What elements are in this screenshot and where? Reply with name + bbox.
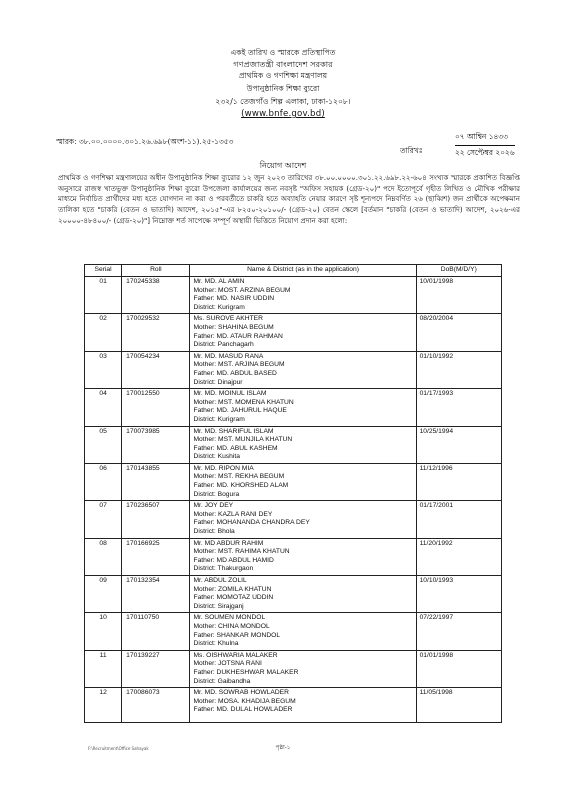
cell-roll: 170029532 xyxy=(122,314,190,351)
cell-roll: 170012550 xyxy=(122,389,190,426)
date-english: ২২ সেপ্টেম্বর ২০২৬ xyxy=(455,148,515,157)
cell-roll: 170073985 xyxy=(122,426,190,463)
cell-candidate xyxy=(190,650,416,687)
cell-serial: 01 xyxy=(85,277,122,314)
candidate-father: Father: MD. ABDUL BASED xyxy=(193,369,277,377)
cell-roll: 170132354 xyxy=(122,576,190,613)
candidate-name: Mr. MD ABDUR RAHIM xyxy=(193,539,264,547)
candidate-district: District: Sirajganj xyxy=(193,602,244,610)
table-row xyxy=(85,463,502,500)
cell-candidate xyxy=(190,613,416,650)
cell-roll: 170166925 xyxy=(122,538,190,575)
cell-candidate xyxy=(190,351,416,388)
header-government: গণপ্রজাতন্ত্রী বাংলাদেশ সরকার xyxy=(233,59,333,69)
candidate-district: District: Bhola xyxy=(193,528,235,536)
appointee-table xyxy=(84,264,502,723)
cell-serial: 09 xyxy=(85,576,122,613)
cell-roll: 170236507 xyxy=(122,501,190,538)
candidate-father: Father: SHANKAR MONDOL xyxy=(193,631,281,639)
candidate-name: Mr. ABDUL ZOLIL xyxy=(193,577,247,584)
candidate-father: Father: MD ABDUL HAMID xyxy=(193,556,274,564)
cell-dob: 10/01/1998 xyxy=(416,277,501,314)
table-row xyxy=(85,351,502,388)
date-bangla: ০৭ আশ্বিন ১৪৩৩ xyxy=(455,130,515,146)
table-row xyxy=(85,538,502,575)
candidate-district: District: Kurigram xyxy=(193,303,245,311)
table-header-row xyxy=(85,265,502,277)
cell-serial: 12 xyxy=(85,688,122,722)
cell-dob: 08/20/2004 xyxy=(416,314,501,351)
cell-serial: 04 xyxy=(85,389,122,426)
cell-dob: 11/05/1998 xyxy=(416,688,501,722)
cell-roll: 170245338 xyxy=(122,277,190,314)
candidate-name: Mr. JOY DEY xyxy=(193,502,234,510)
candidate-father: Father: MD. KHORSHED ALAM xyxy=(193,482,289,490)
candidate-father: Father: MD. ATAUR RAHMAN xyxy=(193,332,283,340)
candidate-father: Father: DUKHESHWAR MALAKER xyxy=(193,668,299,676)
candidate-district: District: Thakurgaon xyxy=(193,565,254,573)
candidate-district: District: Panchagarh xyxy=(193,341,254,349)
cell-dob: 01/17/1993 xyxy=(416,389,501,426)
cell-candidate xyxy=(190,277,416,314)
cell-serial: 08 xyxy=(85,538,122,575)
candidate-father: Father: MD. NASIR UDDIN xyxy=(193,295,275,303)
cell-candidate xyxy=(190,389,416,426)
cell-roll: 170143855 xyxy=(122,463,190,500)
cell-serial: 11 xyxy=(85,650,122,687)
candidate-name: Mr. MD. SHARIFUL ISLAM xyxy=(193,427,274,435)
candidate-name: Mr. MD. RIPON MIA xyxy=(193,464,254,472)
candidate-father: Father: MD. DULAL HOWLADER xyxy=(193,706,293,714)
candidate-mother: Mother: MST. ARJINA BEGUM xyxy=(193,361,285,369)
order-title: নিয়োগ আদেশ xyxy=(259,161,307,170)
header-dob: DoB(M/D/Y) xyxy=(416,265,501,277)
candidate-district: District: Gaibandha xyxy=(193,677,251,685)
cell-dob: 07/22/1997 xyxy=(416,613,501,650)
candidate-name: Ms. OISHWARIA MALAKER xyxy=(193,651,278,659)
candidate-mother: Mother: MST. RAHIMA KHATUN xyxy=(193,548,290,556)
cell-roll: 170054234 xyxy=(122,351,190,388)
cell-candidate xyxy=(190,501,416,538)
header-bureau: উপানুষ্ঠানিক শিক্ষা ব্যুরো xyxy=(246,84,320,93)
table-row xyxy=(85,650,502,687)
candidate-mother: Mother: MOSA. KHADIJA BEGUM xyxy=(193,697,296,705)
candidate-mother: Mother: MST. MUNJILA KHATUN xyxy=(193,436,293,444)
table-row xyxy=(85,389,502,426)
cell-dob: 11/12/1996 xyxy=(416,463,501,500)
date-label: তারিখঃ xyxy=(400,146,423,155)
cell-roll: 170110750 xyxy=(122,613,190,650)
candidate-mother: Mother: CHINA MONDOL xyxy=(193,622,270,630)
cell-serial: 03 xyxy=(85,351,122,388)
candidate-name: Mr. SOUMEN MONDOL xyxy=(193,614,266,622)
cell-dob: 01/10/1992 xyxy=(416,351,501,388)
cell-serial: 02 xyxy=(85,314,122,351)
candidate-mother: Mother: KAZLA RANI DEY xyxy=(193,510,273,518)
table-row xyxy=(85,426,502,463)
cell-candidate xyxy=(190,426,416,463)
table-row xyxy=(85,613,502,650)
header-name-district: Name & District (as in the application) xyxy=(190,265,416,277)
cell-candidate xyxy=(190,576,416,613)
candidate-name: Ms. SUROVE AKHTER xyxy=(193,315,263,323)
cell-serial: 06 xyxy=(85,463,122,500)
cell-candidate xyxy=(190,463,416,500)
cell-dob: 01/17/2001 xyxy=(416,501,501,538)
table-row xyxy=(85,314,502,351)
header-reference-note: একই তারিখ ও স্মারকে প্রতিস্থাপিত xyxy=(230,48,336,57)
table-row xyxy=(85,501,502,538)
candidate-district: District: Dinajpur xyxy=(193,378,243,386)
cell-dob: 11/20/1992 xyxy=(416,538,501,575)
header-ministry: প্রাথমিক ও গণশিক্ষা মন্ত্রণালয় xyxy=(238,71,328,80)
header-website: (www.bnfe.gov.bd) xyxy=(241,109,325,119)
candidate-district: District: Kushita xyxy=(193,453,240,461)
order-body-text: প্রাথমিক ও গণশিক্ষা মন্ত্রণালয়ের অধীন উপানুষ্ঠানিক শিক্ষা ব্যুরোর ১২ জুন ২০২৩ তারিখের ৩৮.০০.০০০০.৩০১.২২.৬৯৮.২২-৬০৪ সংখ্যক স্মারকে প্রকাশিত বিজ্ঞপ্তি অনুসারে রাজস্ব খাতভুক্ত উপানুষ্ঠানিক শিক্ষা ব্যুরো উপজেলা কার্যালয়ের জন্য নবসৃষ্ট "অফিস সহায়ক (গ্রেড-২০)" পদে ইতোপূর্বে গৃহীত লিখিত ও মৌখিক পরীক্ষার মাধ্যমে নির্বাচিত প্রার্থীদের মধ্য হতে যোগদান না করা ও পরবর্তীতে চাকরি হতে অব্যাহতি নেয়ার কারণে সৃষ্ট শূন্যপদে নিম্নবর্ণিত ২৬ (ছাব্বিশ) জন প্রার্থীকে অপেক্ষমান তালিকা হতে "চাকরি (বেতন ও ভাতাদি) আদেশ, ২০১৫"-এর ৮২৫০-২০১০০/- (গ্রেড-২০) বেতন স্কেলে [বর্তমান "চাকরি (বেতন ও ভাতাদি) আদেশ, ২০২৬-এর ২০০০০-৪৮৪০০/- (গ্রেড-২০)"] নিম্নোক্ত শর্ত সাপেক্ষে সম্পূর্ণ অস্থায়ী ভিত্তিতে নিয়োগ প্রদান করা হলো: xyxy=(58,173,520,225)
cell-candidate xyxy=(190,538,416,575)
candidate-father: Father: MD. ABUL KASHEM xyxy=(193,444,278,452)
memo-number: স্মারক: ৩৮.০০.০০০০.৩০১.২৬.৬৯৮(অংশ-১১).২৫-১৩৫৩ xyxy=(56,137,234,146)
candidate-mother: Mother: SHAHINA BEGUM xyxy=(193,323,274,331)
cell-serial: 05 xyxy=(85,426,122,463)
cell-roll: 170086073 xyxy=(122,688,190,722)
candidate-mother: Mother: MST. MOMENA KHATUN xyxy=(193,398,294,406)
header-roll: Roll xyxy=(122,265,190,277)
table-row xyxy=(85,576,502,613)
cell-candidate xyxy=(190,688,416,722)
candidate-district: District: Kurigram xyxy=(193,415,245,423)
page-number: পৃষ্ঠা-১ xyxy=(275,745,291,751)
candidate-father: Father: MOMOTAZ UDDIN xyxy=(193,594,274,602)
date-block xyxy=(455,130,515,160)
candidate-district: District: Khulna xyxy=(193,640,239,648)
table-row xyxy=(85,277,502,314)
table-row xyxy=(85,688,502,722)
cell-candidate xyxy=(190,314,416,351)
candidate-district: District: Bogura xyxy=(193,490,240,498)
cell-serial: 10 xyxy=(85,613,122,650)
candidate-name: Mr. MD. MOINUL ISLAM xyxy=(193,390,267,398)
candidate-father: Father: MOHANANDA CHANDRA DEY xyxy=(193,519,310,527)
header-address: ২৩২/১ তেজগাঁও শিল্প এলাকা, ঢাকা-১২০৮। xyxy=(215,97,351,106)
cell-dob: 10/10/1993 xyxy=(416,576,501,613)
candidate-name: Mr. MD. SOWRAB HOWLADER xyxy=(193,689,289,697)
candidate-father: Father: MD. JAHURUL HAQUE xyxy=(193,407,287,415)
candidate-mother: Mother: MST. REKHA BEGUM xyxy=(193,473,285,481)
candidate-name: Mr. MD. AL AMIN xyxy=(193,278,245,285)
footer-file-note: F:\Recruitment\Office Sahayak xyxy=(88,746,149,751)
cell-dob: 01/01/1998 xyxy=(416,650,501,687)
cell-roll: 170139227 xyxy=(122,650,190,687)
candidate-name: Mr. MD. MASUD RANA xyxy=(193,352,264,360)
candidate-mother: Mother: ZOMILA KHATUN xyxy=(193,585,272,593)
cell-serial: 07 xyxy=(85,501,122,538)
candidate-mother: Mother: MOST. ARZINA BEGUM xyxy=(193,286,291,294)
candidate-mother: Mother: JOTSNA RANI xyxy=(193,660,262,668)
header-serial: Serial xyxy=(85,265,122,277)
cell-dob: 10/25/1994 xyxy=(416,426,501,463)
